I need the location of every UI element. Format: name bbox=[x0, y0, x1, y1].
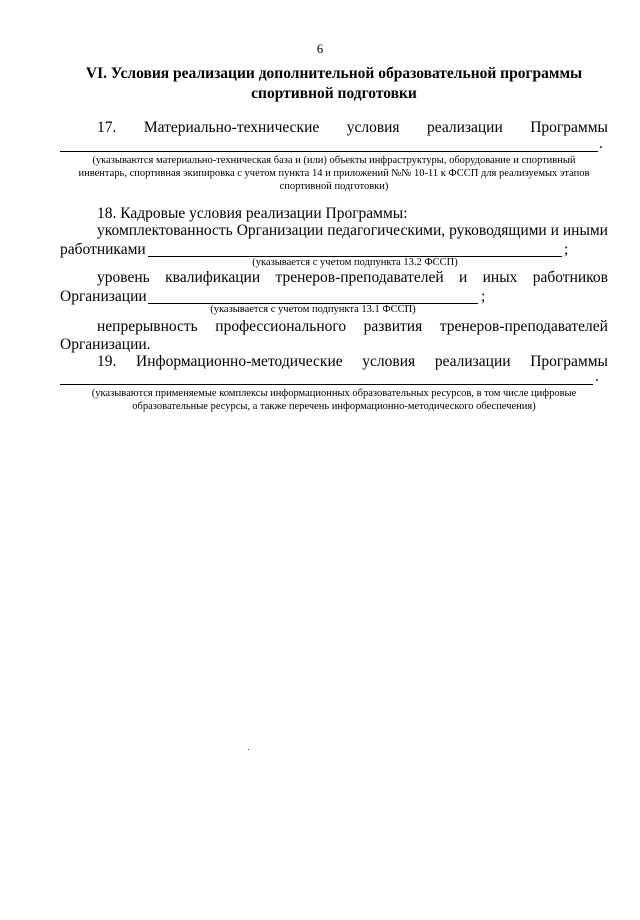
item-19-note-line: образовательные ресурсы, а также перечень информационно-методического обеспечения) bbox=[132, 401, 536, 412]
staffing-word: руководящими bbox=[449, 222, 547, 239]
qualification-word: работников bbox=[532, 269, 608, 286]
item-17-fill-line bbox=[60, 151, 598, 152]
item-17-note bbox=[60, 154, 608, 193]
item-19-note-line: (указываются применяемые комплексы информационных образовательных ресурсов, в том числе цифровые bbox=[91, 388, 577, 399]
staffing-note: (указывается с учетом подпункта 13.2 ФССП) bbox=[252, 257, 458, 268]
item-19-fill-line bbox=[60, 384, 593, 385]
item-19-number: 19. bbox=[97, 353, 117, 370]
development-word: профессионального bbox=[215, 318, 347, 335]
development-word: непрерывность bbox=[97, 318, 198, 335]
section-heading-line-2: спортивной подготовки bbox=[251, 85, 417, 102]
item-17-note-line: инвентарь, спортивная экипировка с учетом пункта 14 и приложений №№ 10-11 к ФССП для реализуемых этапов bbox=[78, 168, 590, 179]
item-17-end-punct: . bbox=[599, 135, 603, 152]
page-number: 6 bbox=[316, 41, 324, 56]
item-19-word: условия bbox=[362, 353, 416, 370]
staffing-continuation: работниками bbox=[60, 241, 146, 258]
section-heading bbox=[60, 64, 608, 104]
item-17-word: условия bbox=[346, 119, 400, 136]
section-heading-line-1: VI. Условия реализации дополнительной образовательной программы bbox=[85, 65, 583, 82]
item-19-word: Программы bbox=[530, 353, 608, 370]
item-19-note bbox=[60, 387, 608, 413]
scan-speck bbox=[248, 749, 249, 750]
qualification-word: тренеров-преподавателей bbox=[275, 269, 444, 286]
qualification-word: уровень bbox=[97, 269, 150, 286]
item-19-word: реализации bbox=[434, 353, 511, 370]
item-17-note-line: (указываются материально-техническая база и (или) объекты инфраструктуры, оборудование и спортивный bbox=[92, 155, 576, 166]
item-17-number: 17. bbox=[97, 119, 117, 136]
item-17-note-line: спортивной подготовки) bbox=[279, 181, 389, 192]
item-18-title: 18. Кадровые условия реализации Программы: bbox=[97, 205, 408, 222]
item-18-staffing-line bbox=[97, 222, 608, 240]
staffing-word: иными bbox=[562, 222, 608, 239]
item-18-development-line bbox=[97, 318, 608, 336]
item-18-qualification-line bbox=[97, 269, 608, 287]
qualification-continuation: Организации bbox=[60, 288, 147, 305]
item-19-word: Информационно-методические bbox=[136, 353, 343, 370]
item-17-word: реализации bbox=[427, 119, 503, 136]
staffing-word: педагогическими, bbox=[327, 222, 446, 239]
development-continuation: Организации. bbox=[60, 336, 151, 353]
staffing-word: Организации bbox=[236, 222, 324, 239]
item-19-line bbox=[97, 353, 608, 371]
qualification-note: (указывается с учетом подпункта 13.1 ФССП) bbox=[210, 304, 416, 315]
qualification-word: квалификации bbox=[165, 269, 261, 286]
development-word: тренеров-преподавателей bbox=[439, 318, 608, 335]
staffing-end-punct: ; bbox=[564, 241, 569, 258]
staffing-word: и bbox=[550, 222, 559, 239]
qualification-word: иных bbox=[482, 269, 518, 286]
staffing-word: укомплектованность bbox=[97, 222, 233, 239]
item-17-word: Материально-технические bbox=[143, 119, 320, 136]
development-word: развития bbox=[363, 318, 423, 335]
item-17-word: Программы bbox=[530, 119, 608, 136]
item-17-line bbox=[97, 119, 608, 137]
qualification-end-punct: ; bbox=[481, 288, 486, 305]
qualification-word: и bbox=[459, 269, 468, 286]
item-19-end-punct: . bbox=[595, 368, 599, 385]
